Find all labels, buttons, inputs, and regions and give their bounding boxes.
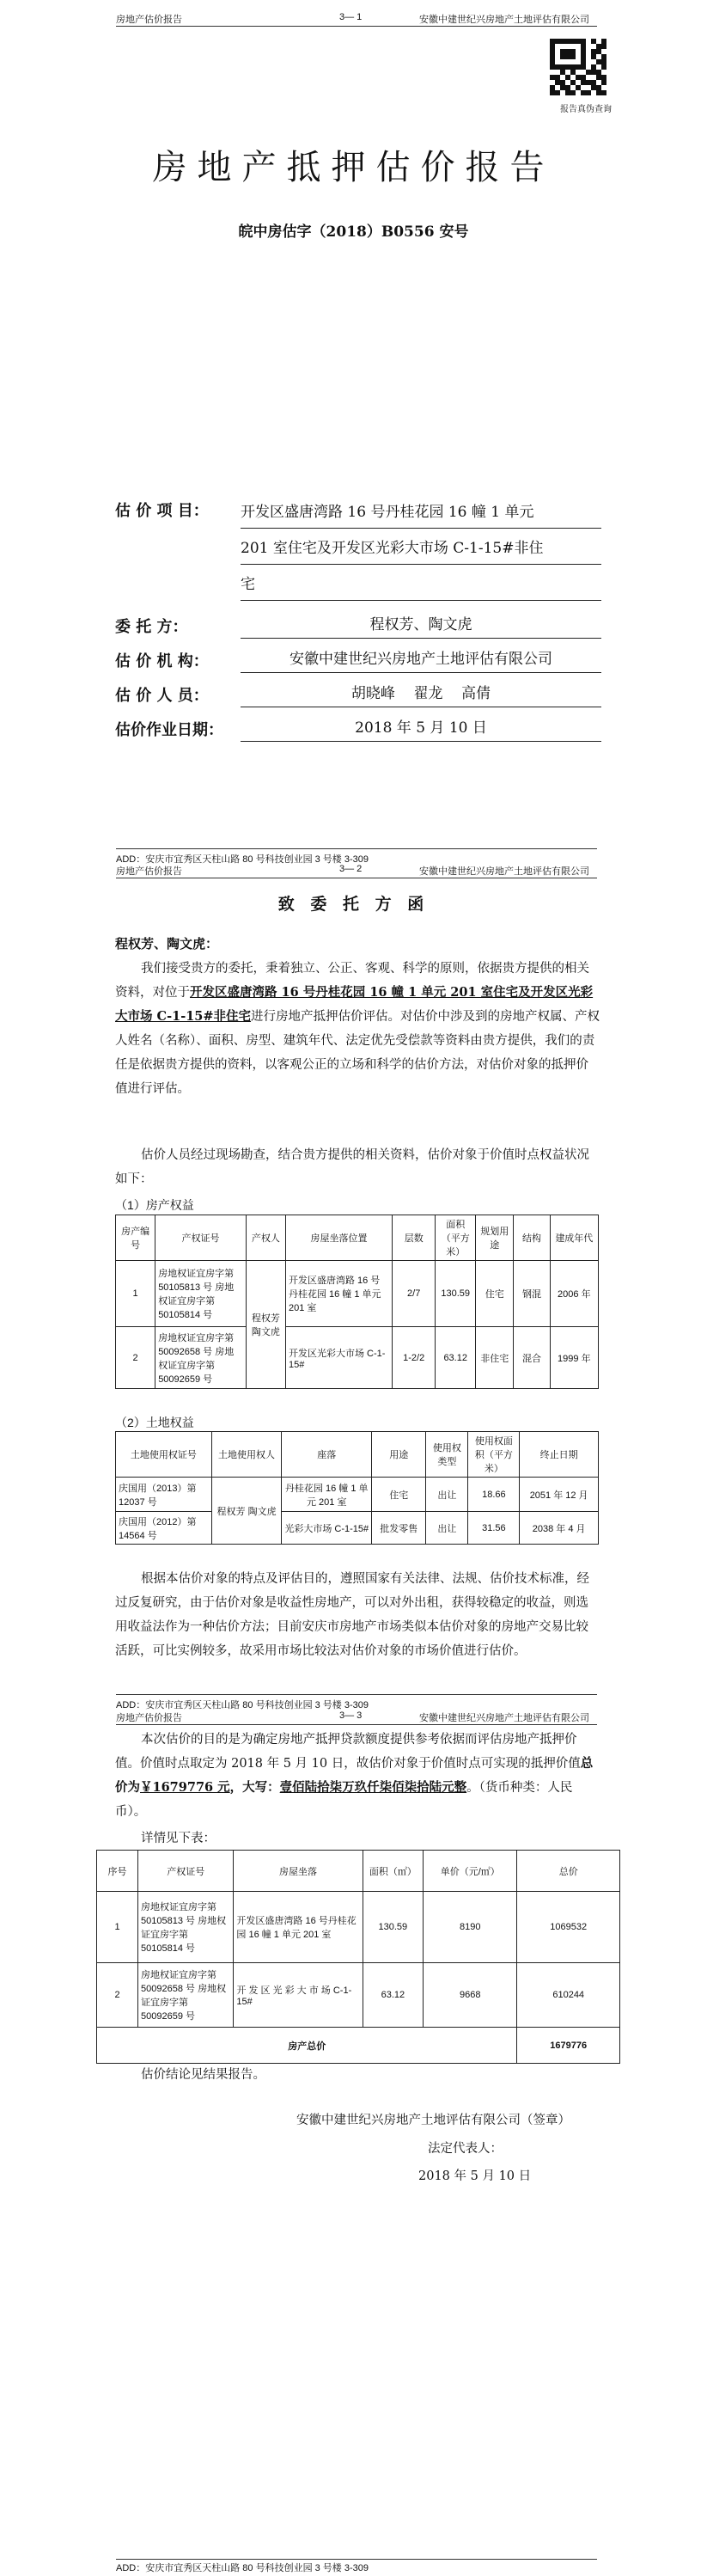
table-header: 房产编号 (116, 1215, 155, 1261)
table-total-row (97, 2028, 620, 2064)
table-cell: 1679776 (517, 2028, 620, 2064)
table-header: 终止日期 (520, 1432, 599, 1478)
house-rights-table (115, 1215, 599, 1389)
page-header-right: 安徽中建世纪兴房地产土地评估有限公司 (419, 1713, 589, 1723)
table-cell: 1 (97, 1892, 138, 1963)
table-header: 规划用途 (476, 1215, 514, 1261)
table-cell: 63.12 (363, 1963, 424, 2028)
table-cell: 2006 年 (550, 1261, 598, 1327)
table-cell: 出让 (426, 1512, 468, 1545)
closing-note: 估价结论见结果报告。 (141, 2068, 265, 2082)
page-3 (0, 1710, 707, 2576)
letter-paragraph-1: 我们接受贵方的委托，秉着独立、公正、客观、科学的原则，依据贵方提供的相关资料，对位于开发区盛唐湾路 16 号丹桂花园 16 幢 1 单元 201 室住宅及开发区光彩大市场 C-1-15#非住宅进行房地产抵押估价评估。对估价中涉及到的房地产权属、产权人姓名（名称）、面积、房型、建筑年代、法定优先受偿款等资料由贵方提供，我们的责任是依据贵方提供的资料，以客观公正的立场和科学的估价方法，对估价对象的抵押价值进行评估。 (115, 962, 600, 1096)
table-cell: 开发区光彩大市场 C-1-15# (285, 1327, 392, 1389)
table-row (97, 1963, 620, 2028)
house-rights-caption: （1）房产权益 (115, 1198, 194, 1212)
field-value-client: 程权芳、陶文虎 (241, 612, 601, 639)
page-1 (0, 0, 707, 864)
table-cell: 非住宅 (476, 1327, 514, 1389)
letter-paragraph-3: 根据本估价对象的特点及评估目的，遵照国家有关法律、法规、估价技术标准，经过反复研究，由于估价对象是收益性房地产，可以对外出租，获得较稳定的收益，则选用收益法作为一种估价方法；目前安庆市房地产市场类似本估价对象的房地产交易比较活跃，可比实例较多，故采用市场比较法对估价对象的市场价值进行估价。 (115, 1572, 589, 1658)
table-header: 单价（元/㎡） (424, 1851, 517, 1892)
legal-representative: 法定代表人： (428, 2142, 503, 2156)
page-footer: ADD：安庆市宜秀区天柱山路 80 号科技创业园 3 号楼 3-309 (116, 1700, 369, 1710)
signer: 安徽中建世纪兴房地产土地评估有限公司（签章） (296, 2114, 570, 2127)
table-row (116, 1261, 599, 1327)
table-header: 土地使用权证号 (116, 1432, 212, 1478)
table-header: 土地使用权人 (211, 1432, 281, 1478)
field-label-project: 估 价 项 目： (115, 502, 209, 520)
field-label-appraisers: 估 价 人 员： (115, 687, 209, 705)
page-header-left: 房地产估价报告 (116, 15, 182, 25)
page-header-right: 安徽中建世纪兴房地产土地评估有限公司 (419, 15, 589, 25)
table-header: 用途 (372, 1432, 426, 1478)
table-header: 产权证号 (155, 1215, 247, 1261)
table-header: 层数 (393, 1215, 436, 1261)
qr-caption: 报告真伪查询 (560, 105, 612, 114)
table-cell: 2/7 (393, 1261, 436, 1327)
table-cell: 18.66 (468, 1478, 520, 1512)
table-cell: 8190 (424, 1892, 517, 1963)
table-cell: 房地权证宜房字第 50092658 号 房地权证宜房字第 50092659 号 (138, 1963, 234, 2028)
table-cell: 出让 (426, 1478, 468, 1512)
table-cell: 2 (97, 1963, 138, 2028)
table-header: 序号 (97, 1851, 138, 1892)
field-value-appraisers: 胡晓峰 翟龙 高倩 (241, 681, 601, 707)
page-header-left: 房地产估价报告 (116, 866, 182, 877)
salutation: 程权芳、陶文虎： (115, 936, 219, 951)
table-header: 房屋坐落 (234, 1851, 363, 1892)
table-cell: 1 (116, 1261, 155, 1327)
table-header: 产权证号 (138, 1851, 234, 1892)
table-header: 面积（平方米） (436, 1215, 476, 1261)
table-cell: 开 发 区 光 彩 大 市 场 C-1-15# (234, 1963, 363, 2028)
detail-label: 详情见下表： (141, 1832, 216, 1845)
page-2 (0, 864, 707, 1710)
table-cell: 房地权证宜房字第 50105813 号 房地权证宜房字第 50105814 号 (138, 1892, 234, 1963)
table-cell: 1-2/2 (393, 1327, 436, 1389)
field-value-date: 2018 年 5 月 10 日 (241, 715, 601, 742)
table-cell: 房地权证宜房字第 50105813 号 房地权证宜房字第 50105814 号 (155, 1261, 247, 1327)
table-cell: 住宅 (372, 1478, 426, 1512)
table-cell: 庆国用（2013）第 12037 号 (116, 1478, 212, 1512)
table-header: 使用权类型 (426, 1432, 468, 1478)
page-footer: ADD：安庆市宜秀区天柱山路 80 号科技创业园 3 号楼 3-309 (116, 2563, 369, 2573)
table-cell: 房地权证宜房字第 50092658 号 房地权证宜房字第 50092659 号 (155, 1327, 247, 1389)
conclusion-paragraph: 本次估价的目的是为确定房地产抵押贷款额度提供参考依据而评估房地产抵押价值。价值时点取定为 2018 年 5 月 10 日，故估价对象于价值时点可实现的抵押价值总价为￥1679776 元，大写：壹佰陆拾柒万玖仟柒佰柒拾陆元整。（货币种类：人民币）。 (115, 1733, 594, 1819)
letter-title: 致 委 托 方 函 (277, 895, 430, 914)
page-header-left: 房地产估价报告 (116, 1713, 182, 1723)
table-header: 产权人 (246, 1215, 285, 1261)
field-value-project-line1: 开发区盛唐湾路 16 号丹桂花园 16 幢 1 单元 (241, 497, 601, 529)
total-value-number: ￥1679776 元 (140, 1780, 230, 1795)
field-value-agency: 安徽中建世纪兴房地产土地评估有限公司 (241, 646, 601, 673)
table-cell: 2038 年 4 月 (520, 1512, 599, 1545)
page-footer: ADD：安庆市宜秀区天柱山路 80 号科技创业园 3 号楼 3-309 (116, 854, 369, 865)
table-header: 建成年代 (550, 1215, 598, 1261)
table-row (97, 1892, 620, 1963)
table-header: 结构 (514, 1215, 550, 1261)
table-cell: 1069532 (517, 1892, 620, 1963)
table-cell: 庆国用（2012）第 14564 号 (116, 1512, 212, 1545)
table-header: 面积（㎡） (363, 1851, 424, 1892)
page-number: 3— 2 (339, 864, 363, 874)
table-cell: 2051 年 12 月 (520, 1478, 599, 1512)
table-cell: 130.59 (363, 1892, 424, 1963)
land-rights-table (115, 1431, 599, 1545)
valuation-object: 开发区盛唐湾路 16 号丹桂花园 16 幢 1 单元 201 室住宅及开发区光彩大市场 C-1-15#非住宅 (115, 985, 594, 1024)
land-rights-caption: （2）土地权益 (115, 1416, 194, 1429)
table-cell: 程权芳 陶文虎 (211, 1478, 281, 1545)
report-number: 皖中房估字（2018）B0556 安号 (238, 223, 469, 241)
table-cell: 1999 年 (550, 1327, 598, 1389)
table-cell: 610244 (517, 1963, 620, 2028)
qr-code[interactable] (550, 39, 606, 95)
table-cell: 光彩大市场 C-1-15# (282, 1512, 372, 1545)
table-cell: 9668 (424, 1963, 517, 2028)
report-title: 房地产抵押估价报告 (152, 148, 555, 187)
table-cell: 开发区盛唐湾路 16 号丹桂花园 16 幢 1 单元 201 室 (285, 1261, 392, 1327)
table-cell: 住宅 (476, 1261, 514, 1327)
table-cell: 丹桂花园 16 幢 1 单元 201 室 (282, 1478, 372, 1512)
table-row (116, 1327, 599, 1389)
valuation-table (96, 1850, 620, 2064)
table-cell: 批发零售 (372, 1512, 426, 1545)
table-header: 座落 (282, 1432, 372, 1478)
signing-date: 2018 年 5 月 10 日 (418, 2169, 532, 2183)
table-cell: 混合 (514, 1327, 550, 1389)
table-cell: 63.12 (436, 1327, 476, 1389)
field-label-agency: 估 价 机 构： (115, 652, 209, 670)
page-number: 3— 3 (339, 1710, 363, 1721)
table-cell: 2 (116, 1327, 155, 1389)
table-cell: 钢混 (514, 1261, 550, 1327)
page-header-right: 安徽中建世纪兴房地产土地评估有限公司 (419, 866, 589, 877)
table-cell: 开发区盛唐湾路 16 号丹桂花园 16 幢 1 单元 201 室 (234, 1892, 363, 1963)
field-label-client: 委 托 方： (115, 618, 188, 636)
table-cell: 房产总价 (97, 2028, 517, 2064)
field-value-project-line2: 201 室住宅及开发区光彩大市场 C-1-15#非住 (241, 533, 601, 565)
table-header: 总价 (517, 1851, 620, 1892)
table-cell: 31.56 (468, 1512, 520, 1545)
field-value-project-line3: 宅 (241, 569, 601, 601)
table-row (116, 1478, 599, 1512)
letter-paragraph-2: 估价人员经过现场勘查，结合贵方提供的相关资料，估价对象于价值时点权益状况如下： (115, 1148, 589, 1186)
page-number: 3— 1 (339, 12, 363, 22)
field-label-date: 估价作业日期： (115, 721, 223, 739)
table-header: 房屋坐落位置 (285, 1215, 392, 1261)
total-value-uppercase: 壹佰陆拾柒万玖仟柒佰柒拾陆元整 (279, 1780, 467, 1795)
table-header: 使用权面积（平方米） (468, 1432, 520, 1478)
table-cell: 130.59 (436, 1261, 476, 1327)
table-cell: 程权芳 陶文虎 (246, 1261, 285, 1389)
table-row (116, 1512, 599, 1545)
